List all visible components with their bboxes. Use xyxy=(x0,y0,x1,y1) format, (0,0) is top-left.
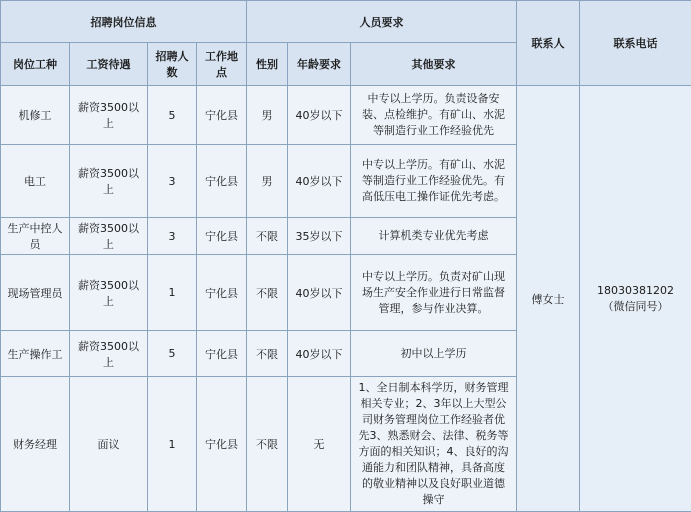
cell-other: 中专以上学历。负责对矿山现场生产安全作业进行日常监督管理，参与作业决算。 xyxy=(351,255,517,331)
cell-headcount: 1 xyxy=(148,255,197,331)
cell-age: 40岁以下 xyxy=(288,145,351,218)
contact-name: 傅女士 xyxy=(517,86,580,512)
cell-salary: 面议 xyxy=(70,377,148,512)
cell-headcount: 3 xyxy=(148,218,197,255)
cell-headcount: 5 xyxy=(148,331,197,377)
cell-age: 40岁以下 xyxy=(288,331,351,377)
cell-other: 计算机类专业优先考虑 xyxy=(351,218,517,255)
header-other: 其他要求 xyxy=(351,43,517,86)
cell-age: 无 xyxy=(288,377,351,512)
cell-position: 生产操作工 xyxy=(1,331,70,377)
header-salary: 工资待遇 xyxy=(70,43,148,86)
cell-salary: 薪资3500以上 xyxy=(70,86,148,145)
table-row xyxy=(1,86,691,145)
cell-gender: 男 xyxy=(247,145,288,218)
header-location: 工作地点 xyxy=(197,43,247,86)
contact-phone-note: （微信同号） xyxy=(583,298,688,314)
cell-other: 中专以上学历。负责设备安装、点检维护。有矿山、水泥等制造行业工作经验优先 xyxy=(351,86,517,145)
cell-position: 机修工 xyxy=(1,86,70,145)
cell-gender: 不限 xyxy=(247,218,288,255)
cell-age: 40岁以下 xyxy=(288,86,351,145)
header-phone: 联系电话 xyxy=(580,1,691,86)
cell-location: 宁化县 xyxy=(197,331,247,377)
cell-position: 财务经理 xyxy=(1,377,70,512)
cell-location: 宁化县 xyxy=(197,377,247,512)
cell-other: 中专以上学历。有矿山、水泥等制造行业工作经验优先。有高低压电工操作证优先考虑。 xyxy=(351,145,517,218)
cell-age: 35岁以下 xyxy=(288,218,351,255)
cell-headcount: 5 xyxy=(148,86,197,145)
header-age: 年龄要求 xyxy=(288,43,351,86)
cell-position: 电工 xyxy=(1,145,70,218)
cell-age: 40岁以下 xyxy=(288,255,351,331)
cell-salary: 薪资3500以上 xyxy=(70,218,148,255)
cell-other: 初中以上学历 xyxy=(351,331,517,377)
header-group-requirements: 人员要求 xyxy=(247,1,517,43)
header-headcount: 招聘人数 xyxy=(148,43,197,86)
header-group-position: 招聘岗位信息 xyxy=(1,1,247,43)
cell-location: 宁化县 xyxy=(197,86,247,145)
cell-salary: 薪资3500以上 xyxy=(70,145,148,218)
header-gender: 性别 xyxy=(247,43,288,86)
cell-location: 宁化县 xyxy=(197,255,247,331)
cell-headcount: 3 xyxy=(148,145,197,218)
cell-gender: 不限 xyxy=(247,377,288,512)
cell-headcount: 1 xyxy=(148,377,197,512)
contact-phone-cell xyxy=(580,86,691,512)
cell-position: 生产中控人员 xyxy=(1,218,70,255)
cell-salary: 薪资3500以上 xyxy=(70,255,148,331)
cell-position: 现场管理员 xyxy=(1,255,70,331)
cell-salary: 薪资3500以上 xyxy=(70,331,148,377)
cell-gender: 男 xyxy=(247,86,288,145)
cell-gender: 不限 xyxy=(247,331,288,377)
header-contact: 联系人 xyxy=(517,1,580,86)
cell-other: 1、全日制本科学历，财务管理相关专业；2、3年以上大型公司财务管理岗位工作经验者优先3、熟悉财会、法律、税务等方面的相关知识；4、良好的沟通能力和团队精神，具备高度的敬业精神以及良好职业道德操守 xyxy=(351,377,517,512)
cell-location: 宁化县 xyxy=(197,218,247,255)
cell-gender: 不限 xyxy=(247,255,288,331)
contact-phone: 18030381202 xyxy=(583,284,688,297)
cell-location: 宁化县 xyxy=(197,145,247,218)
header-position: 岗位工种 xyxy=(1,43,70,86)
